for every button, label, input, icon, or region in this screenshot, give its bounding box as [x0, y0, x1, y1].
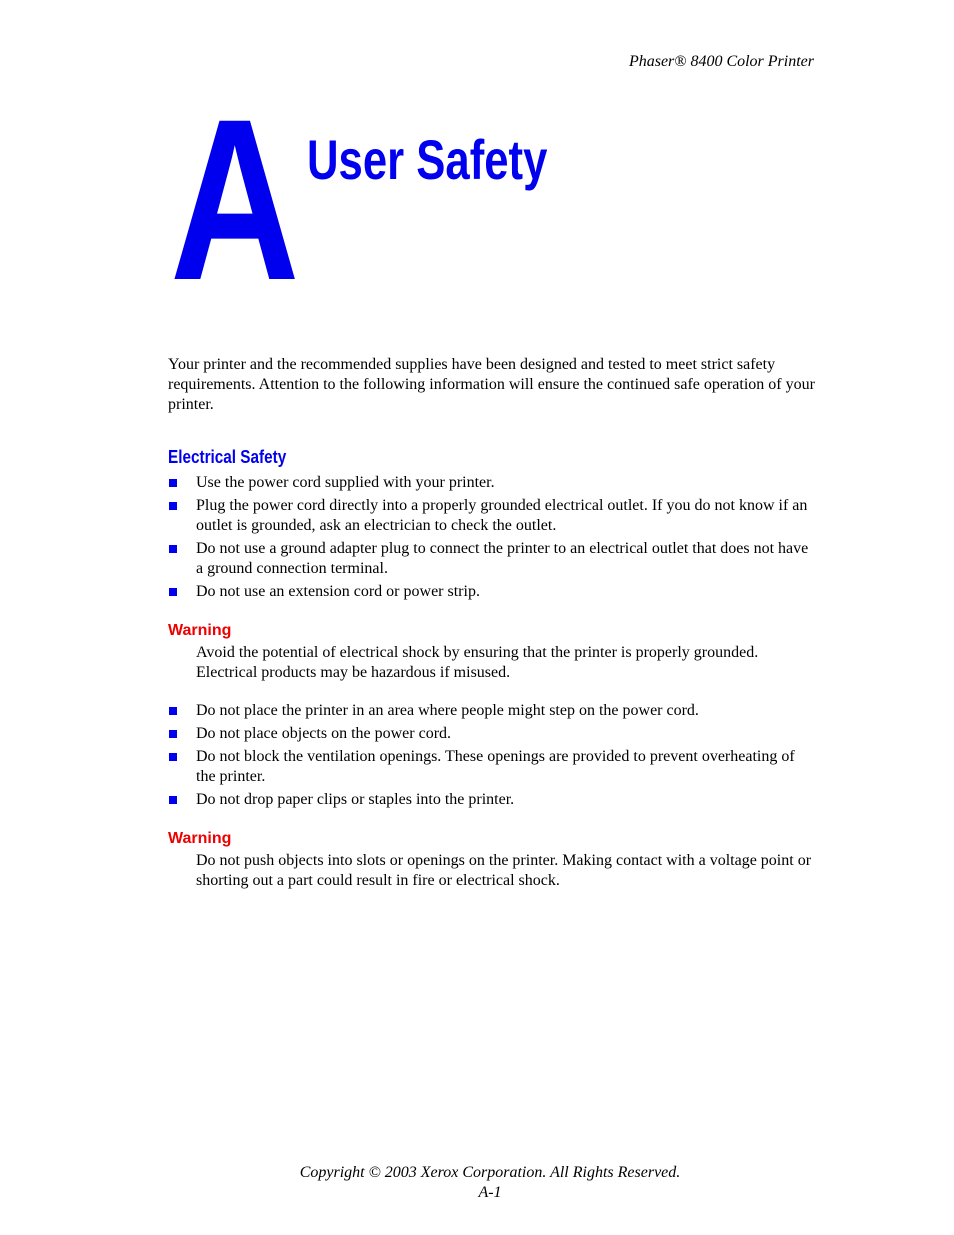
square-bullet-icon	[169, 796, 177, 804]
chapter-letter: A	[170, 71, 300, 328]
page-footer	[0, 1163, 954, 1203]
list-item	[168, 701, 818, 721]
section-heading: Electrical Safety	[168, 447, 287, 467]
list-item	[168, 724, 818, 744]
list-item	[168, 473, 818, 493]
bullet-list-1	[168, 473, 818, 602]
list-item-text: Do not block the ventilation openings. These openings are provided to prevent overheating of the printer.	[196, 748, 795, 785]
list-item	[168, 790, 818, 810]
warning-label: Warning	[168, 830, 232, 847]
list-item	[168, 747, 818, 787]
list-item-text: Do not use a ground adapter plug to connect the printer to an electrical outlet that does not have a ground connection terminal.	[196, 540, 809, 577]
copyright-text: Copyright © 2003 Xerox Corporation. All Rights Reserved.	[299, 1164, 681, 1181]
page-content	[168, 355, 818, 891]
list-item-text: Do not use an extension cord or power strip.	[196, 583, 480, 600]
warning-text: Avoid the potential of electrical shock by ensuring that the printer is properly grounded. Electrical products may be hazardous if misused.	[196, 644, 759, 681]
square-bullet-icon	[169, 545, 177, 553]
square-bullet-icon	[169, 730, 177, 738]
list-item	[168, 582, 818, 602]
list-item	[168, 496, 818, 536]
list-item-text: Use the power cord supplied with your printer.	[196, 474, 495, 491]
warning-text: Do not push objects into slots or openings on the printer. Making contact with a voltage point or shorting out a part could result in fire or electrical shock.	[196, 852, 812, 889]
list-item-text: Plug the power cord directly into a properly grounded electrical outlet. If you do not know if an outlet is grounded, ask an electrician to check the outlet.	[196, 497, 808, 534]
chapter-title: User Safety	[307, 128, 548, 191]
list-item-text: Do not drop paper clips or staples into the printer.	[196, 791, 515, 808]
intro-paragraph: Your printer and the recommended supplies have been designed and tested to meet strict safety requirements. Attention to the following information will ensure the continued safe operation of your printer.	[168, 356, 815, 413]
bullet-list-2	[168, 701, 818, 810]
page-number: A-1	[478, 1184, 502, 1201]
warning-label: Warning	[168, 622, 232, 639]
running-header: Phaser® 8400 Color Printer	[628, 53, 814, 70]
list-item-text: Do not place the printer in an area where people might step on the power cord.	[196, 702, 699, 719]
square-bullet-icon	[169, 479, 177, 487]
list-item-text: Do not place objects on the power cord.	[196, 725, 452, 742]
square-bullet-icon	[169, 588, 177, 596]
square-bullet-icon	[169, 502, 177, 510]
list-item	[168, 539, 818, 579]
square-bullet-icon	[169, 753, 177, 761]
square-bullet-icon	[169, 707, 177, 715]
